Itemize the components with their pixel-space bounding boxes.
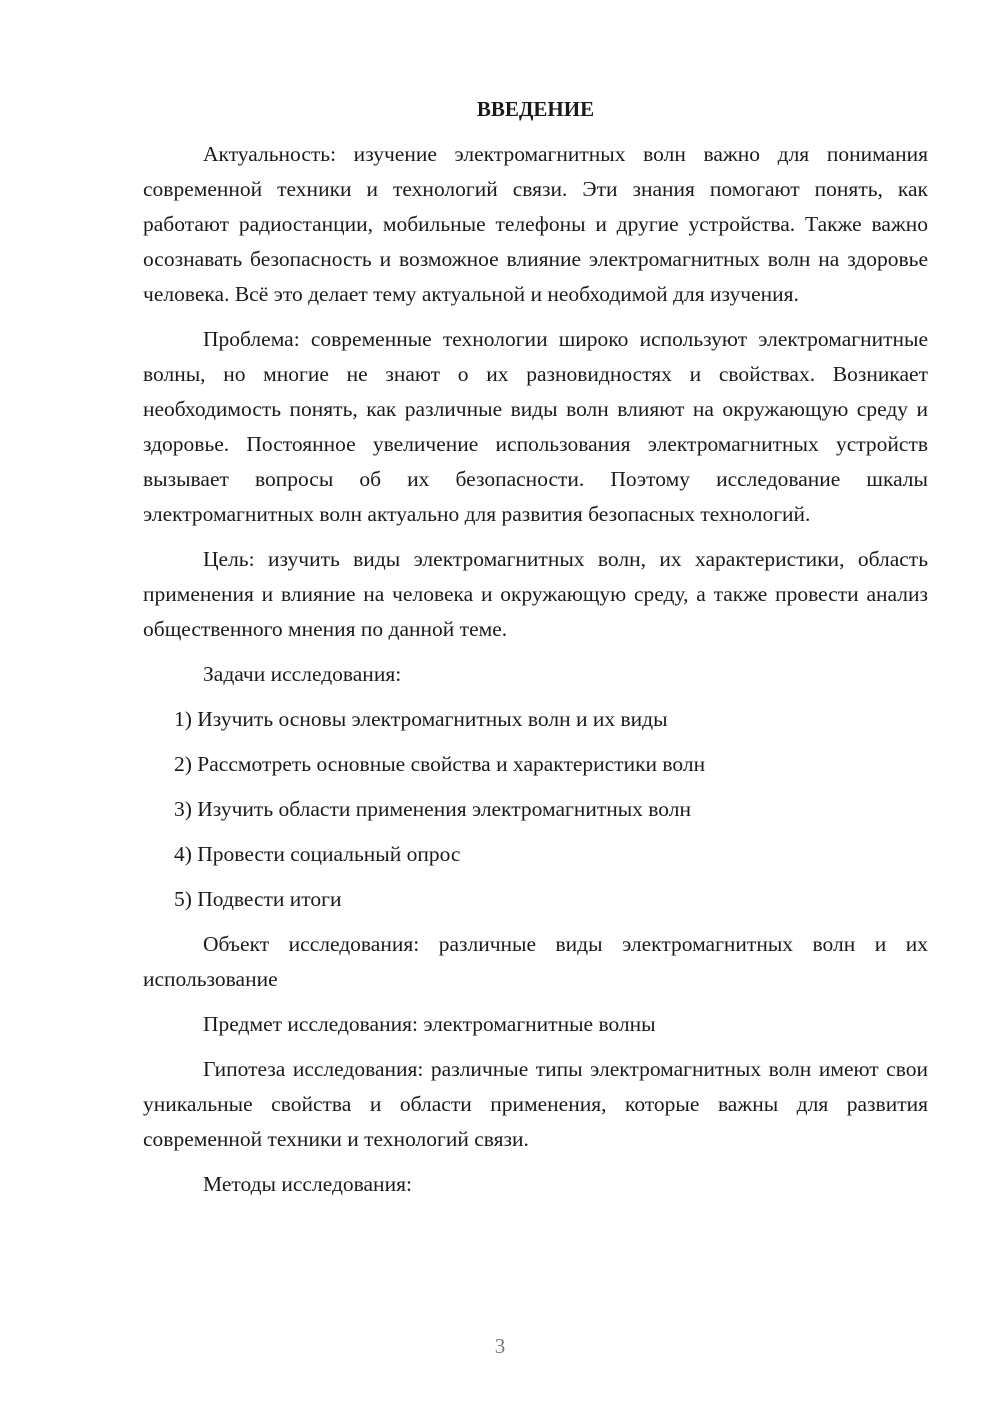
- tasks-heading: Задачи исследования:: [203, 662, 402, 686]
- list-item: 2) Рассмотреть основные свойства и характеристики волн: [174, 752, 706, 776]
- goal-paragraph: Цель: изучить виды электромагнитных волн, их характеристики, область применения и влияние на человека и окружающую среду, а также провести анализ общественного мнения по данной теме.: [143, 547, 928, 641]
- tasks-list: [143, 702, 928, 917]
- document-page: [143, 92, 928, 1212]
- relevance-paragraph: Актуальность: изучение электромагнитных волн важно для понимания современной техники и технологий связи. Эти знания помогают понять, как работают радиостанции, мобильные телефоны и другие устройства. Также важно осознавать безопасность и возможное влияние электромагнитных волн на здоровье человека. Всё это делает тему актуальной и необходимой для изучения.: [143, 142, 928, 306]
- list-item: 5) Подвести итоги: [174, 887, 342, 911]
- section-title: ВВЕДЕНИЕ: [476, 97, 595, 121]
- list-item: 4) Провести социальный опрос: [174, 842, 461, 866]
- page-number: 3: [494, 1334, 506, 1358]
- methods-heading: Методы исследования:: [203, 1172, 412, 1196]
- subject-paragraph: Предмет исследования: электромагнитные волны: [203, 1012, 656, 1036]
- list-item: 3) Изучить области применения электромагнитных волн: [174, 797, 692, 821]
- list-item: 1) Изучить основы электромагнитных волн и их виды: [174, 707, 668, 731]
- problem-paragraph: Проблема: современные технологии широко используют электромагнитные волны, но многие не знают о их разновидностях и свойствах. Возникает необходимость понять, как различные виды волн влияют на окружающую среду и здоровье. Постоянное увеличение использования электромагнитных устройств вызывает вопросы об их безопасности. Поэтому исследование шкалы электромагнитных волн актуально для развития безопасных технологий.: [143, 327, 928, 526]
- hypothesis-paragraph: Гипотеза исследования: различные типы электромагнитных волн имеют свои уникальные свойства и области применения, которые важны для развития современной техники и технологий связи.: [143, 1057, 928, 1151]
- object-paragraph: Объект исследования: различные виды электромагнитных волн и их использование: [143, 932, 928, 991]
